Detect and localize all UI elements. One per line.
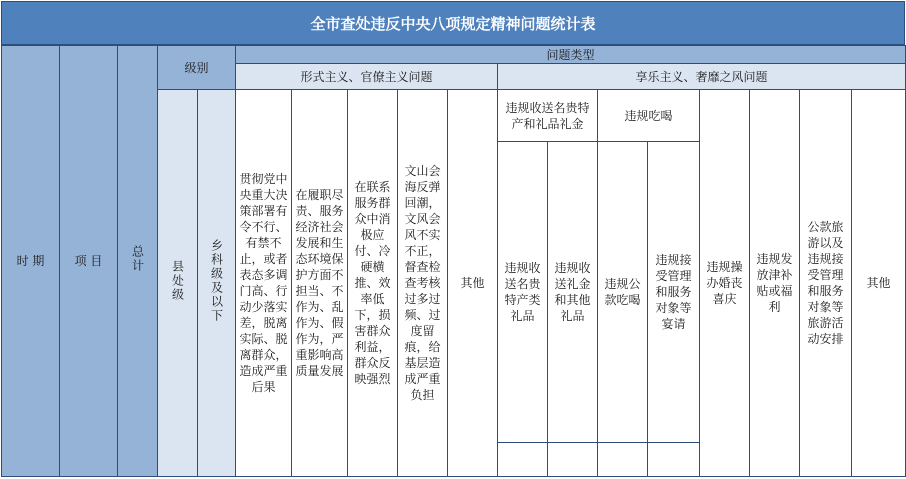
header-item: 项 目: [60, 46, 118, 477]
header-gift-group: 违规收送名贵特产和礼品礼金: [498, 90, 598, 142]
header-problem-type: 问题类型: [236, 46, 906, 64]
header-county-text: 县处级: [170, 260, 185, 303]
gift-col-specialty-value: [498, 442, 548, 476]
formalism-col-4: 文山会海反弹回潮，文风会风不实不正，督查检查考核过多过频、过度留痕，给基层造成严重负担: [398, 90, 448, 477]
formalism-col-3: 在联系服务群众中消极应付、冷硬横推、效率低下，损害群众利益，群众反映强烈: [348, 90, 398, 477]
gift-col-specialty: 违规收送名贵特产类礼品: [498, 142, 548, 443]
hedonism-col-wedding: 违规操办婚丧喜庆: [700, 90, 750, 477]
hedonism-col-other: 其他: [852, 90, 906, 477]
gift-col-cash: 违规收送礼金和其他礼品: [548, 142, 598, 443]
feast-col-public: 违规公款吃喝: [598, 142, 648, 443]
header-level: 级别: [158, 46, 236, 90]
header-formalism-group: 形式主义、官僚主义问题: [236, 64, 498, 90]
header-feast-group: 违规吃喝: [598, 90, 700, 142]
header-hedonism-group: 享乐主义、奢靡之风问题: [498, 64, 906, 90]
statistics-table-container: [1, 1, 905, 477]
header-county-level: [158, 90, 198, 477]
header-total-text: 总计: [130, 245, 145, 273]
hedonism-col-travel: 公款旅游以及违规接受管理和服务对象等旅游活动安排: [800, 90, 852, 477]
header-township-level: [198, 90, 236, 477]
feast-col-public-value: [598, 442, 648, 476]
hedonism-col-allowance: 违规发放津补贴或福利: [750, 90, 800, 477]
formalism-col-2: 在履职尽责、服务经济社会发展和生态环境保护方面不担当、不作为、乱作为、假作为，严重影响高质量发展: [292, 90, 348, 477]
feast-col-banquet-value: [648, 442, 700, 476]
statistics-table: [1, 45, 906, 477]
header-total: [118, 46, 158, 477]
header-period: 时 期: [2, 46, 60, 477]
formalism-col-other: 其他: [448, 90, 498, 477]
table-title: 全市查处违反中央八项规定精神问题统计表: [1, 1, 905, 45]
formalism-col-1: 贯彻党中央重大决策部署有令不行、有禁不止，或者表态多调门高、行动少落实差，脱离实际、脱离群众，造成严重后果: [236, 90, 292, 477]
header-township-text: 乡科级及以下: [209, 239, 224, 324]
gift-col-cash-value: [548, 442, 598, 476]
feast-col-banquet: 违规接受管理和服务对象等宴请: [648, 142, 700, 443]
